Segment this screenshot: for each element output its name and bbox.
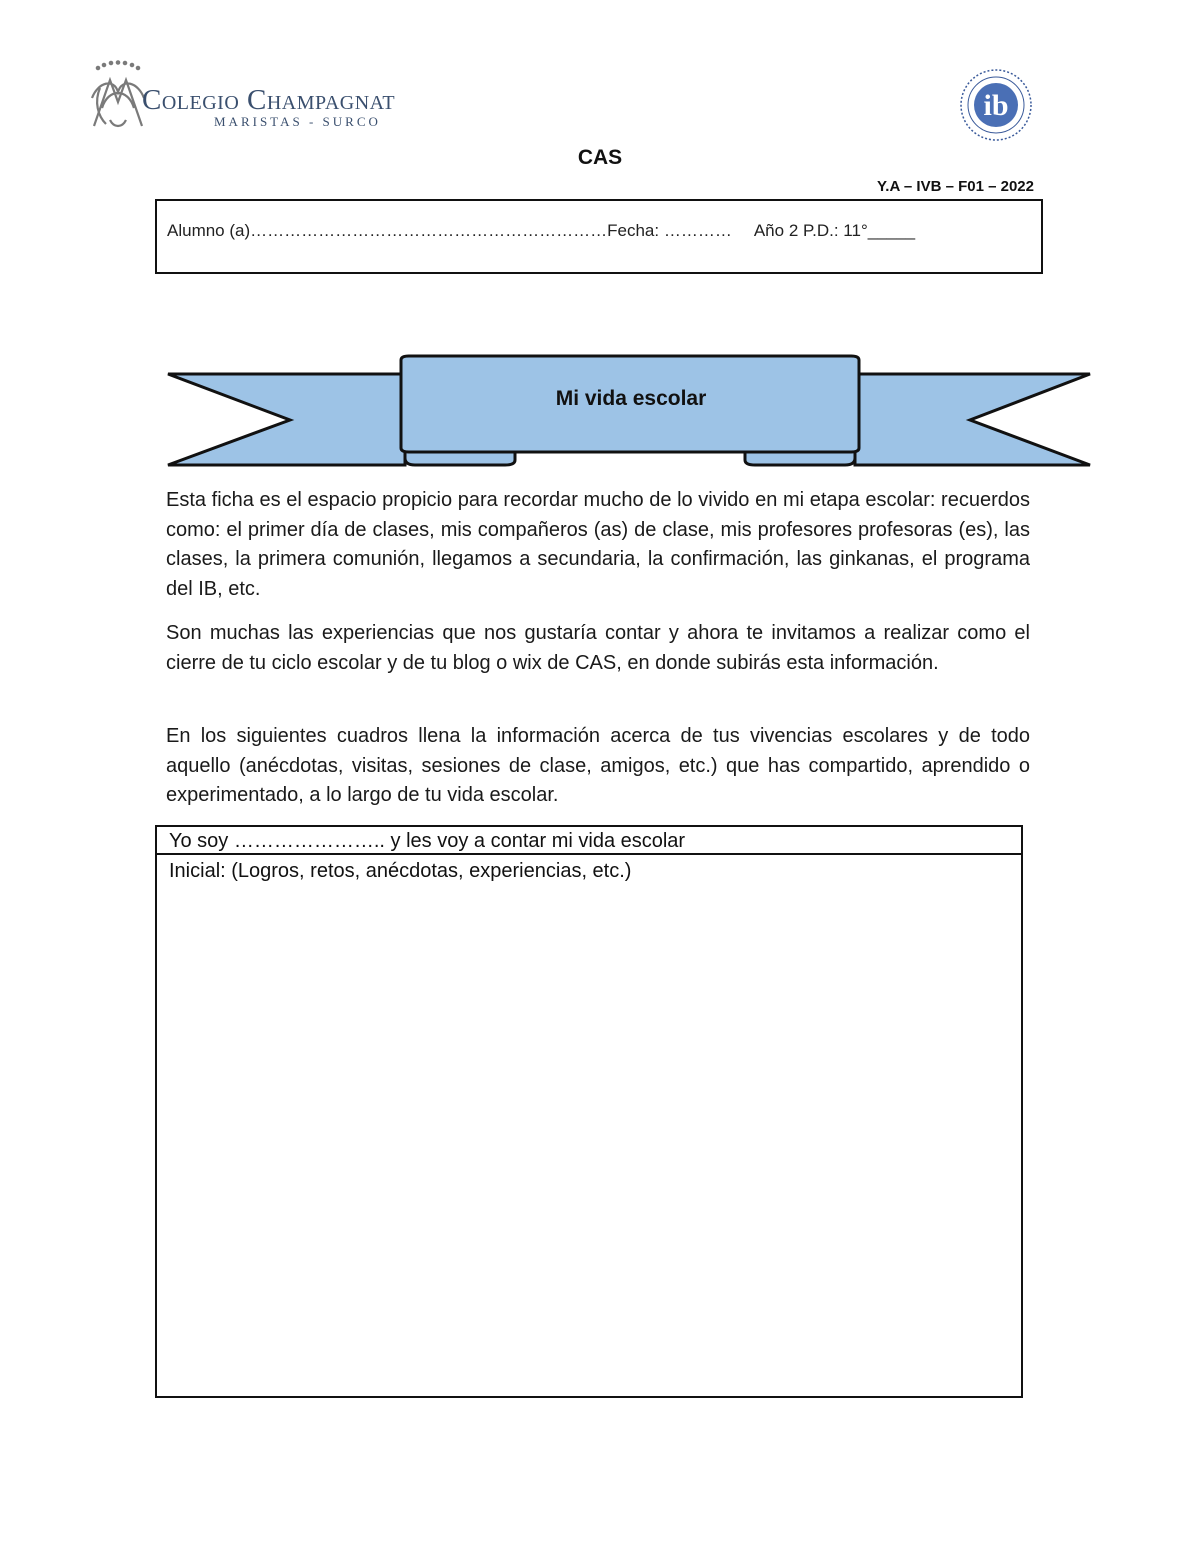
student-name-date-field[interactable]: Alumno (a)………………………………………………………Fecha: ………… <box>167 221 732 240</box>
school-name: Colegio Champagnat <box>142 84 396 116</box>
school-logo <box>88 58 448 138</box>
year-grade-field[interactable]: Año 2 P.D.: 11°_____ <box>753 221 916 240</box>
school-subtitle: MARISTAS - SURCO <box>214 114 381 129</box>
life-story-table <box>155 825 1023 1398</box>
svg-text:ib: ib <box>983 89 1009 122</box>
student-info-box <box>155 199 1043 274</box>
table-answer-area-label: Inicial: (Logros, retos, anécdotas, experiencias, etc.) <box>169 860 632 882</box>
student-info-line <box>167 221 915 241</box>
ib-logo <box>958 68 1036 142</box>
document-code: Y.A – IVB – F01 – 2022 <box>876 178 1034 195</box>
ib-seal-icon <box>958 68 1036 142</box>
instructions-paragraph: En los siguientes cuadros llena la información acerca de tus vivencias escolares y de todo aquello (anécdotas, visitas, sesiones de clase, amigos, etc.) que has compartido, aprendido o experimentado, a lo largo de tu vida escolar. <box>166 725 1030 806</box>
ribbon-shape-icon <box>165 350 1095 472</box>
table-header-row[interactable]: Yo soy ………………….. y les voy a contar mi vida escolar <box>157 827 1021 855</box>
invitation-paragraph: Son muchas las experiencias que nos gustaría contar y ahora te invitamos a realizar como el cierre de tu ciclo escolar y de tu blog o wix de CAS, en donde subirás esta información. <box>166 622 1030 674</box>
intro-paragraph: Esta ficha es el espacio propicio para recordar mucho de lo vivido en mi etapa escolar: recuerdos como: el primer día de clases, mis compañeros (as) de clase, mis profesores profesoras (es), las clases, la primera comunión, llegamos a secundaria, la confirmación, las ginkanas, el programa del IB, etc. <box>166 489 1030 600</box>
ribbon-banner <box>165 350 1095 472</box>
page-title: CAS <box>577 146 623 169</box>
school-monogram-icon <box>88 58 146 136</box>
banner-title: Mi vida escolar <box>555 387 707 410</box>
